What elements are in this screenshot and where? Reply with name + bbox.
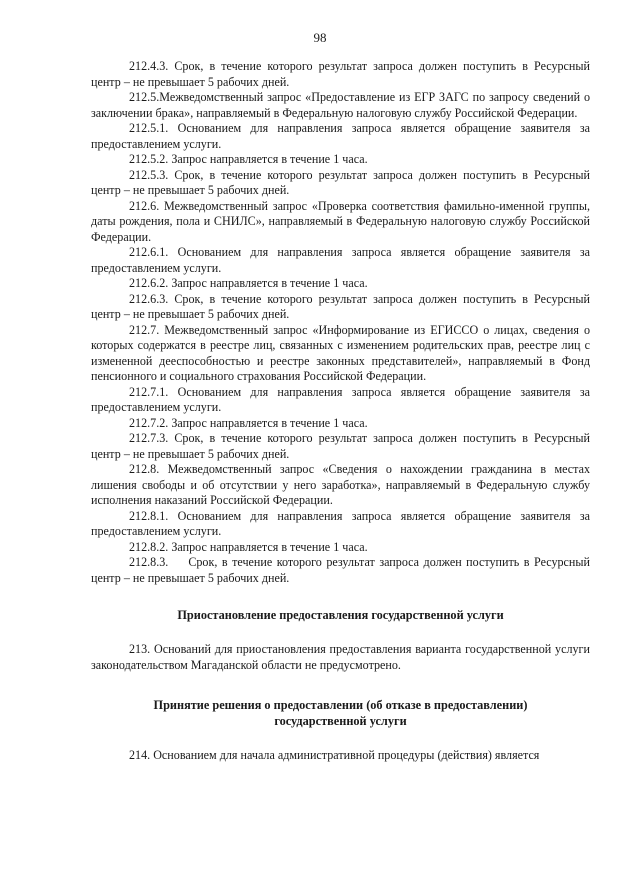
paragraph-212-8-3-number: 212.8.3. [129,555,169,569]
paragraph-213-number: 213. [129,642,151,656]
paragraph-214 [91,748,590,764]
paragraph-212-4-3: 212.4.3. Срок, в течение которого результат запроса должен поступить в Ресурсный центр – не превышает 5 рабочих дней. [91,59,590,89]
paragraph-212-5-3: 212.5.3. Срок, в течение которого результат запроса должен поступить в Ресурсный центр – не превышает 5 рабочих дней. [91,167,590,197]
section-heading-suspension: Приостановление предоставления государственной услуги [177,608,504,622]
paragraph-212-7: 212.7. Межведомственный запрос «Информирование из ЕГИССО о лицах, сведения о которых содержатся в реестре лиц, связанных с изменением родительских прав, реестре лиц с измененной дееспособностью и реестре законных представителей», направляемый в Фонд пенсионного и социального страхования Российской Федерации. [91,322,590,383]
paragraph-212-7-1: 212.7.1. Основанием для направления запроса является обращение заявителя за предоставлением услуги. [91,384,590,414]
paragraph-212-8: 212.8. Межведомственный запрос «Сведения о нахождении гражданина в местах лишения свободы и об отсутствии у него заработка», направляемый в Федеральную службу исполнения наказаний Российской Федерации. [91,462,590,507]
section-heading-decision-line1: Принятие решения о предоставлении (об отказе в предоставлении) [153,698,528,712]
paragraph-212-8-3-text: Срок, в течение которого результат запроса должен поступить в Ресурсный центр – не превышает 5 рабочих дней. [91,555,590,585]
section-heading-decision [91,697,590,729]
paragraph-212-7-2: 212.7.2. Запрос направляется в течение 1 часа. [129,415,368,430]
document-body [91,59,590,764]
paragraph-212-6-3: 212.6.3. Срок, в течение которого результат запроса должен поступить в Ресурсный центр – не превышает 5 рабочих дней. [91,291,590,321]
paragraph-212-8-2: 212.8.2. Запрос направляется в течение 1 часа. [129,539,368,554]
paragraph-213-text: Оснований для приостановления предоставления варианта государственной услуги законодательством Магаданской области не предусмотрено. [91,642,590,672]
paragraph-212-5-2: 212.5.2. Запрос направляется в течение 1 часа. [129,152,368,166]
paragraph-212-5-1: 212.5.1. Основанием для направления запроса является обращение заявителя за предоставлением услуги. [91,121,590,151]
paragraph-212-8-3 [91,555,590,586]
page-number: 98 [313,30,327,45]
paragraph-212-6: 212.6. Межведомственный запрос «Проверка соответствия фамильно-именной группы, даты рождения, пола и СНИЛС», направляемый в Федеральную налоговую службу Российской Федерации. [91,198,590,244]
section-heading-decision-line2: государственной услуги [274,714,407,728]
paragraph-212-5: 212.5.Межведомственный запрос «Предоставление из ЕГР ЗАГС по запросу сведений о заключении брака», направляемый в Федеральную налоговую службу Российской Федерации. [91,90,590,120]
paragraph-212-6-1: 212.6.1. Основанием для направления запроса является обращение заявителя за предоставлением услуги. [91,245,590,275]
paragraph-213 [91,642,590,673]
paragraph-212-7-3: 212.7.3. Срок, в течение которого результат запроса должен поступить в Ресурсный центр – не превышает 5 рабочих дней. [91,431,590,461]
paragraph-212-6-2: 212.6.2. Запрос направляется в течение 1 часа. [129,276,368,290]
paragraph-214-number: 214. [129,748,151,762]
paragraph-212-8-1: 212.8.1. Основанием для направления запроса является обращение заявителя за предоставлением услуги. [91,508,590,538]
paragraph-214-text: Основанием для начала административной процедуры (действия) является [153,748,540,762]
